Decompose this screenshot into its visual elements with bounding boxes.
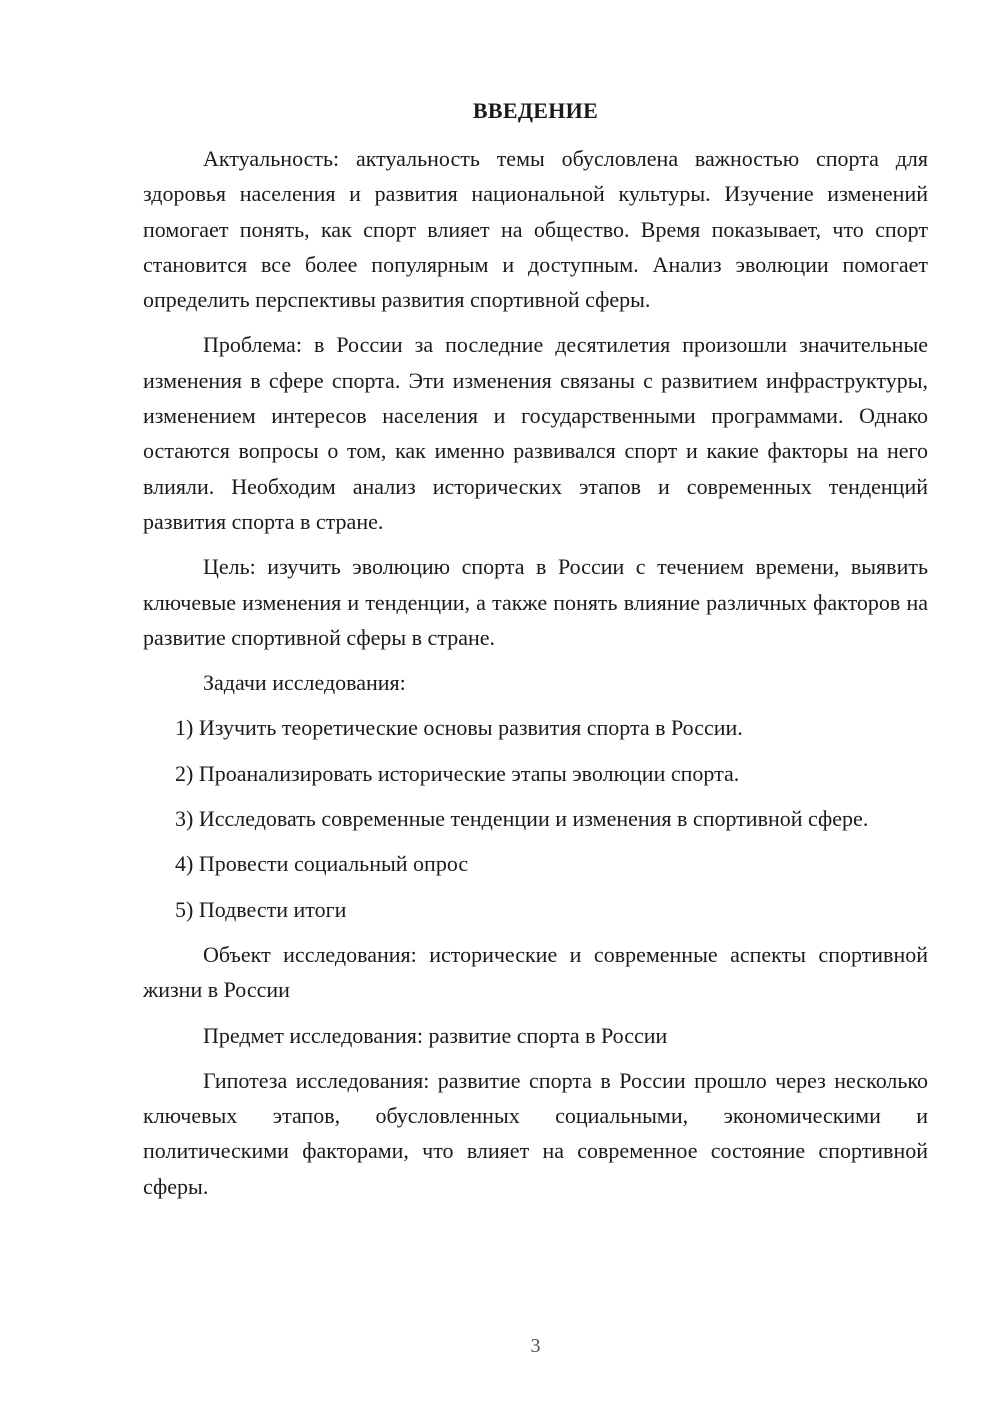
- task-item: 4) Провести социальный опрос: [175, 851, 469, 877]
- task-item: 1) Изучить теоретические основы развития спорта в России.: [175, 715, 743, 741]
- document-page: [143, 0, 928, 1414]
- document-body: [143, 141, 928, 1214]
- paragraph-problem: Проблема: в России за последние десятилетия произошли значительные изменения в сфере спорта. Эти изменения связаны с развитием инфраструктуры, изменением интересов населения и государственными программами. Однако остаются вопросы о том, как именно развивался спорт и какие факторы на него влияли. Необходим анализ исторических этапов и современных тенденций развития спорта в стране.: [143, 332, 928, 534]
- paragraph-hypothesis: Гипотеза исследования: развитие спорта в России прошло через несколько ключевых этапов, обусловленных социальными, экономическими и политическими факторами, что влияет на современное состояние спортивной сферы.: [143, 1067, 928, 1199]
- paragraph-object: Объект исследования: исторические и современные аспекты спортивной жизни в России: [143, 941, 928, 1003]
- task-item: 5) Подвести итоги: [175, 896, 347, 922]
- paragraph-tasks-heading: Задачи исследования:: [203, 670, 406, 696]
- paragraph-subject: Предмет исследования: развитие спорта в России: [203, 1022, 668, 1048]
- task-item: 3) Исследовать современные тенденции и изменения в спортивной сфере.: [175, 806, 869, 832]
- task-item: 2) Проанализировать исторические этапы эволюции спорта.: [175, 760, 740, 786]
- page-number: 3: [530, 1335, 541, 1357]
- paragraph-goal: Цель: изучить эволюцию спорта в России с течением времени, выявить ключевые изменения и тенденции, а также понять влияние различных факторов на развитие спортивной сферы в стране.: [143, 554, 928, 650]
- page-title: ВВЕДЕНИЕ: [472, 98, 599, 123]
- paragraph-relevance: Актуальность: актуальность темы обусловлена важностью спорта для здоровья населения и развития национальной культуры. Изучение изменений помогает понять, как спорт влияет на общество. Время показывает, что спорт становится все более популярным и доступным. Анализ эволюции помогает определить перспективы развития спортивной сферы.: [143, 146, 928, 313]
